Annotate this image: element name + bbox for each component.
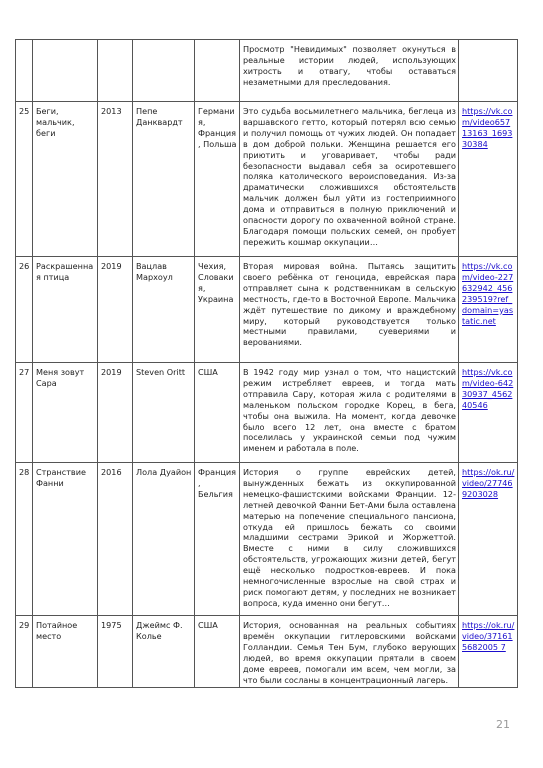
page-number: 21 [496,718,510,731]
table-row [16,257,518,363]
film-description: История, основанная на реальных событиях времён оккупации гитлеровскими войсками Голландии. Семья Тен Бум, глубоко верующих людей, во время оккупации прятали в своем доме евреев, помогали им всем, чем могли, за что были сосланы в концентрационный лагерь. [240,616,459,688]
film-director: Пепе Данквардт [133,102,195,257]
film-title: Беги, мальчик, беги [33,102,98,257]
film-year: 1975 [98,616,133,688]
film-title: Странствие Фанни [33,463,98,616]
film-director: Вацлав Мархоул [133,257,195,363]
film-country: США [195,616,240,688]
film-link-cell [459,616,518,688]
film-year: 2013 [98,102,133,257]
film-description: Вторая мировая война. Пытаясь защитить своего ребёнка от геноцида, еврейская пара отправляет сына к родственникам в сельскую местность, где-то в Восточной Европе. Мальчика ждёт путешествие по дикому и враждебному миру, который руководствуется только местными правилами, суевериями и верованиями. [240,257,459,363]
film-year: 2019 [98,257,133,363]
film-link[interactable]: https://vk.com/video65713163_169330384 [462,106,513,149]
row-number: 28 [16,463,33,616]
film-link-cell [459,257,518,363]
film-link[interactable]: https://ok.ru/video/277469203028 [462,467,515,499]
film-year: 2019 [98,363,133,463]
table-row [16,102,518,257]
film-year [98,40,133,102]
film-director [133,40,195,102]
film-link[interactable]: https://vk.com/video-227632942_456239519?ref_domain=yastatic.net [462,261,514,326]
film-description: История о группе еврейских детей, вынужденных бежать из оккупированной немецко-фашистскими войсками Франции. 12-летней девочкой Фанни Бет-Ами была оставлена матерью на попечение специального пансиона, откуда ей пришлось бежать со своими младшими сестрами Эрикой и Жоржеттой. Вместе с ними в силу сложившихся обстоятельств, угрожающих жизни детей, бегут ещё несколько подростков-евреев. И пока немногочисленные взрослые на свой страх и риск помогают детям, у последних не возникает вопроса, куда именно они бегут… [240,463,459,616]
film-link-cell [459,463,518,616]
row-number [16,40,33,102]
film-country: Германия, Франция, Польша [195,102,240,257]
film-director: Steven Oritt [133,363,195,463]
table-row [16,363,518,463]
table-row [16,40,518,102]
row-number: 27 [16,363,33,463]
film-title: Раскрашенная птица [33,257,98,363]
film-link[interactable]: https://vk.com/video-64230937_456240546 [462,367,514,410]
film-country [195,40,240,102]
films-table [15,39,518,688]
film-country: США [195,363,240,463]
film-year: 2016 [98,463,133,616]
film-description: В 1942 году мир узнал о том, что нацистский режим истребляет евреев, и тогда мать отправила Сару, которая жила с родителями в маленьком польском городке Корец, в бега, чтобы она выжила. На момент, когда девочке было всего 12 лет, она вместе с братом поселилась у украинской семьи под чужим именем и работала в поле. [240,363,459,463]
table-row [16,616,518,688]
film-title [33,40,98,102]
film-description: Просмотр "Невидимых" позволяет окунуться в реальные истории людей, использующих хитрость и отвагу, чтобы оставаться незаметными для преследования. [240,40,459,102]
film-director: Лола Дуайон [133,463,195,616]
row-number: 26 [16,257,33,363]
film-title: Меня зовут Сара [33,363,98,463]
film-description: Это судьба восьмилетнего мальчика, беглеца из варшавского гетто, который потерял всю семью и получил помощь от чужих людей. Он попадает в дом доброй польки. Женщина решается его приютить и уговаривает, чтобы ради безопасности выдавал себя за осиротевшего поляка католического вероисповедания. Из-за драматически сложившихся обстоятельств мальчик должен был уйти из гостеприимного дома и отправиться в полную приключений и опасности дорогу по охваченной войной стране. Благодаря помощи польских семей, он пробует пережить кошмар оккупации… [240,102,459,257]
film-link-cell [459,102,518,257]
table-row [16,463,518,616]
film-country: Франция, Бельгия [195,463,240,616]
row-number: 25 [16,102,33,257]
film-link-cell [459,40,518,102]
film-link[interactable]: https://ok.ru/video/371615682005 7 [462,620,515,652]
film-country: Чехия, Словакия, Украина [195,257,240,363]
film-director: Джеймс Ф. Колье [133,616,195,688]
row-number: 29 [16,616,33,688]
film-title: Потайное место [33,616,98,688]
film-link-cell [459,363,518,463]
